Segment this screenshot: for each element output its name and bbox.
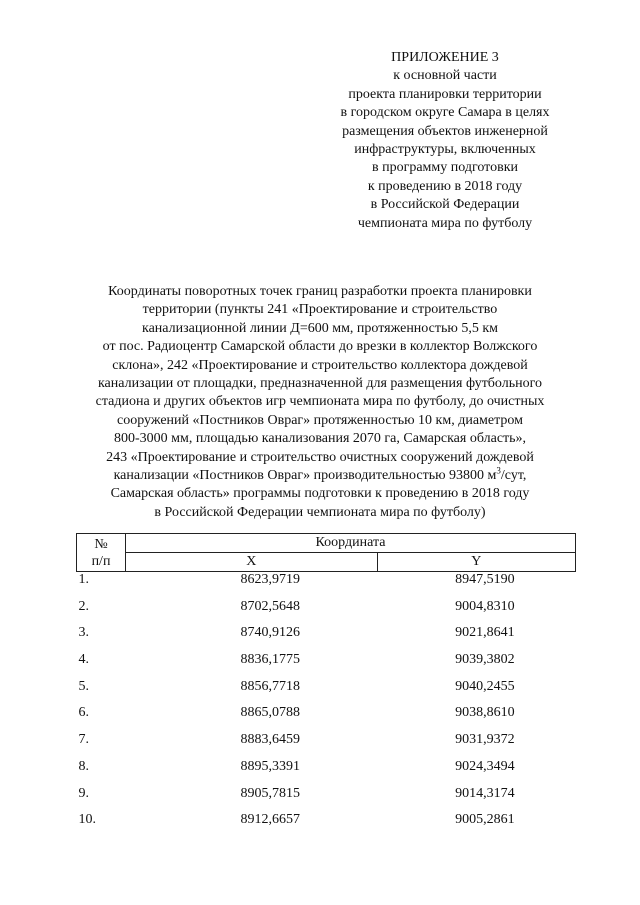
heading-text: канализации «Постников Овраг» производительностью 93800 м xyxy=(113,468,497,484)
x-value: 8702,5648 xyxy=(240,598,300,614)
heading-line: в Российской Федерации чемпионата мира по футболу) xyxy=(154,504,486,520)
heading-text: /сут, xyxy=(500,468,527,484)
appendix-line: размещения объектов инженерной xyxy=(342,123,548,139)
appendix-line: к проведению в 2018 году xyxy=(367,178,523,194)
table-row xyxy=(77,599,576,626)
row-number: 9. xyxy=(78,785,89,801)
appendix-line: в Российской Федерации xyxy=(370,197,520,213)
table-row xyxy=(77,679,576,706)
appendix-title: ПРИЛОЖЕНИЕ 3 xyxy=(391,50,499,65)
table-row xyxy=(77,759,576,786)
heading-line: 800-3000 мм, площадью канализования 2070 га, Самарская область», xyxy=(113,431,527,447)
x-value: 8912,6657 xyxy=(240,812,300,828)
appendix-line: в городском округе Самара в целях xyxy=(340,105,550,121)
superscript: 3 xyxy=(496,465,501,476)
y-value: 9040,2455 xyxy=(455,678,515,694)
heading-line: Самарская область» программы подготовки к проведению в 2018 году xyxy=(110,486,530,502)
heading-line: канализации от площадки, предназначенной для размещения футбольного xyxy=(97,376,543,392)
y-value: 9038,8610 xyxy=(455,705,515,721)
appendix-line: инфраструктуры, включенных xyxy=(354,142,536,158)
y-value: 9021,8641 xyxy=(455,625,515,641)
row-number: 5. xyxy=(78,678,89,694)
table-row xyxy=(77,705,576,732)
document-heading xyxy=(60,283,580,522)
heading-line: канализационной линии Д=600 мм, протяженностью 5,5 км xyxy=(142,320,498,336)
x-value: 8836,1775 xyxy=(240,652,300,668)
x-value: 8856,7718 xyxy=(240,678,300,694)
y-value: 8947,5190 xyxy=(455,572,515,587)
row-number: 1. xyxy=(78,572,89,587)
heading-line: территории (пункты 241 «Проектирование и строительство xyxy=(142,302,498,318)
row-number: 10. xyxy=(78,812,96,828)
coordinates-table xyxy=(76,533,576,839)
table-row xyxy=(77,625,576,652)
table-row xyxy=(77,786,576,813)
row-number: 3. xyxy=(78,625,89,641)
heading-line: от пос. Радиоцентр Самарской области до врезки в коллектор Волжского xyxy=(102,339,538,355)
appendix-line: в программу подготовки xyxy=(371,160,519,176)
heading-line: склона», 242 «Проектирование и строительство коллектора дождевой xyxy=(112,357,528,373)
y-value: 9031,9372 xyxy=(455,732,515,748)
row-number: 6. xyxy=(78,705,89,721)
number-sign: № xyxy=(94,536,108,552)
coordinate-header: Координата xyxy=(126,534,576,553)
row-number: 7. xyxy=(78,732,89,748)
y-value: 9039,3802 xyxy=(455,652,515,668)
heading-line: стадиона и других объектов игр чемпионата мира по футболу, до очистных xyxy=(95,394,545,410)
row-number: 4. xyxy=(78,652,89,668)
x-value: 8740,9126 xyxy=(240,625,300,641)
heading-line: сооружений «Постников Овраг» протяженностью 10 км, диаметром xyxy=(116,412,523,428)
heading-line xyxy=(60,467,580,485)
row-number: 2. xyxy=(78,598,89,614)
row-number: 8. xyxy=(78,758,89,774)
number-abbr: п/п xyxy=(91,553,111,569)
table-row xyxy=(77,572,576,599)
heading-line: Координаты поворотных точек границ разработки проекта планировки xyxy=(108,284,532,299)
y-value: 9014,3174 xyxy=(455,785,515,801)
table-row xyxy=(77,732,576,759)
x-value: 8865,0788 xyxy=(240,705,300,721)
y-value: 9004,8310 xyxy=(455,598,515,614)
x-value: 8895,3391 xyxy=(240,758,300,774)
y-column-header: Y xyxy=(377,553,575,572)
y-value: 9024,3494 xyxy=(455,758,515,774)
number-column-header xyxy=(77,534,126,572)
y-value: 9005,2861 xyxy=(455,812,515,828)
x-value: 8623,9719 xyxy=(240,572,300,587)
appendix-line: чемпионата мира по футболу xyxy=(357,215,533,231)
appendix-line: к основной части xyxy=(393,68,497,84)
appendix-line: проекта планировки территории xyxy=(348,86,542,102)
x-value: 8883,6459 xyxy=(240,732,300,748)
appendix-block xyxy=(325,49,565,233)
x-column-header: X xyxy=(126,553,378,572)
table-row xyxy=(77,652,576,679)
x-value: 8905,7815 xyxy=(240,785,300,801)
heading-line: 243 «Проектирование и строительство очистных сооружений дождевой xyxy=(106,449,534,465)
table-row xyxy=(77,812,576,839)
